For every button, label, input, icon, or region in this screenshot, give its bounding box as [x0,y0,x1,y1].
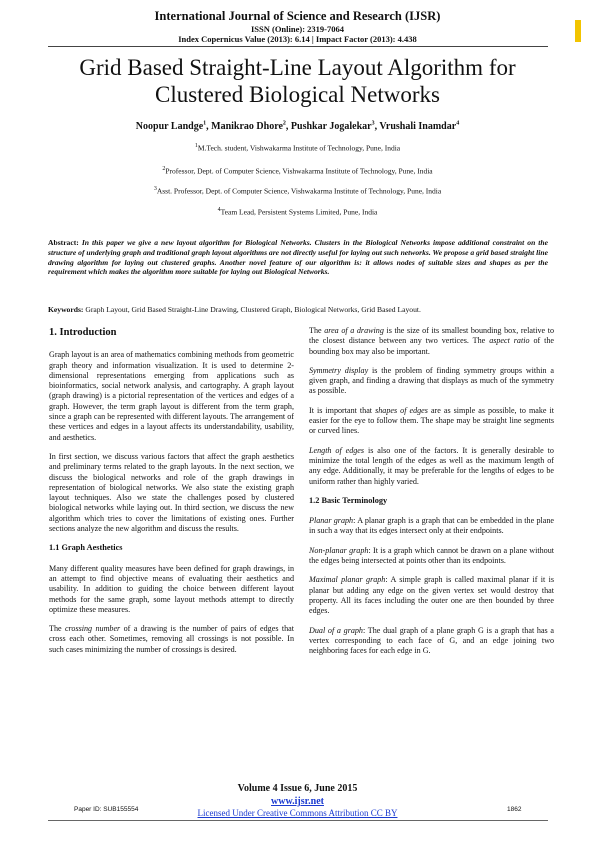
abstract [48,238,548,277]
paragraph: It is important that shapes of edges are as simple as possible, to make it easier for the eye to follow them. The shape may be straight line segments or curved lines. [309,405,555,436]
header-rule [48,46,548,47]
paragraph: Symmetry display is the problem of finding symmetry groups within a given graph, and finding a drawing that displays as much of the symmetry as possible. [309,365,554,396]
abstract-label: Abstract: [48,238,79,247]
author: Manikrao Dhore$^2$, [211,121,291,133]
affiliation-1: $^1$M.Tech. student, Vishwakarma Institute of Technology, Pune, India [194,143,401,153]
footer-journal-link[interactable]: www.ijsr.net [271,796,324,807]
subsection-heading-graph-aesthetics: 1.1 Graph Aesthetics [49,543,123,553]
author: Noopur Landge$^1$, [135,121,212,133]
paper-title [0,54,595,108]
footer-rule [48,820,548,821]
paragraph: Non-planar graph: It is a graph which cannot be drawn on a plane without the edges being intersected at points other than its endpoints. [309,545,555,566]
paragraph: Maximal planar graph: A simple graph is called maximal planar if it is planar but adding any edge on the given vertex set would destroy that property. All its faces including the outer one are then bounded by three edges. [309,575,554,616]
edge-marker [575,20,581,42]
footer-volume: Volume 4 Issue 6, June 2015 [237,783,358,794]
paragraph: The crossing number of a drawing is the number of pairs of edges that cross each other. Sometimes, removing all crossings is not possible. In such cases minimizing the number of crossings is desired. [49,624,294,654]
affiliation-3: $^3$Asst. Professor, Dept. of Computer Science, Vishwakarma Institute of Technology, Pune, India [153,186,442,196]
keywords-text: Graph Layout, Grid Based Straight-Line Drawing, Clustered Graph, Biological Networks, Grid Based Layout. [85,305,421,314]
index-line: Index Copernicus Value (2013): 6.14 | Impact Factor (2013): 4.438 [178,34,417,44]
issn-line: ISSN (Online): 2319-7064 [250,24,345,34]
section-heading-introduction: 1. Introduction [49,327,117,338]
left-column [49,326,294,664]
keywords-label: Keywords: [48,305,84,314]
paragraph: Length of edges is also one of the factors. It is generally desirable to minimize the total length of the edges as well as the maximum length of any edge. Additionally, it may be preferable for the lengths of edges to be uniform rather than highly varied. [309,445,554,486]
paragraph: Many different quality measures have been defined for graph drawings, in an attempt to find objective means of evaluating their aesthetics and usability. In addition to guiding the choice between different layout methods for the same graph, some layout methods attempt to directly optimize these measures. [49,563,294,614]
paragraph: The area of a drawing is the size of its smallest bounding box, relative to the closest distance between any two vertices. The aspect ratio of the bounding box may also be important. [309,326,554,356]
paragraph: Planar graph: A planar graph is a graph that can be embedded in the plane in such a way that its edges intersect only at their endpoints. [309,516,554,536]
abstract-text: In this paper we give a new layout algorithm for Biological Networks. Clusters in the Biological Networks impose additional constraint on the structure of underlying graph and traditional graph layout algorithms are not directly useful for laying out such networks. We propose a grid based straight line drawing algorithm for laying out clustered graphs. Another novel feature of our algorithm is: it allows nodes of suitable sizes and shapes as per the requirement which makes the algorithm more suitable for laying out Biological Networks. [48,238,548,277]
paragraph: In first section, we discuss various factors that affect the graph aesthetics and preliminary terms related to the graph layouts. In the next section, we discuss the biological networks and role of the graph drawings in representation of biological networks. We also state the existing graph layout techniques. Also we state the challenges posed by clustered biological networks while laying out. In third section, we discuss the new algorithm which tries to cover the limitations of existing ones. Further sections analyze the new algorithm and discuss the results. [49,451,294,534]
footer-license-link[interactable]: Licensed Under Creative Commons Attribution CC BY [197,808,398,818]
title-line-1: Grid Based Straight-Line Layout Algorithm for [79,55,516,80]
author-list [0,121,595,132]
paragraph: Dual of a graph: The dual graph of a plane graph G is a graph that has a vertex corresponding to each face of G, and an edge joining two neighboring faces for each edge in G. [309,625,554,656]
paragraph: Graph layout is an area of mathematics combining methods from geometric graph theory and information visualization. It is used to determine 2-dimensional representations emerging from applications such as bioinformatics, social network analysis, and cartography. A graph layout (graph drawing) is a pictorial representation of the vertices and edges of a graph. However, the term graph layout is different from the term graph, since a graph can be represented with different layouts. The arrangement of these vertices and edges in a layout affects its understandability, usability, and aesthetics. [49,350,294,442]
affiliation-2: $^2$Professor, Dept. of Computer Science, Vishwakarma Institute of Technology, Pune, India [162,166,433,176]
title-line-2: Clustered Biological Networks [155,82,440,107]
page-number: 1862 [507,806,522,813]
keywords [48,305,548,315]
right-column [309,326,554,665]
subsection-heading-basic-terminology: 1.2 Basic Terminology [309,495,388,505]
author: Vrushali Inamdar$^4$ [379,121,460,133]
journal-name: International Journal of Science and Research (IJSR) [154,9,441,23]
affiliation-4: $^4$Team Lead, Persistent Systems Limited, Pune, India [217,207,378,217]
author: Pushkar Jogalekar$^3$, [290,121,380,133]
paper-id: Paper ID: SUB155554 [74,806,139,813]
